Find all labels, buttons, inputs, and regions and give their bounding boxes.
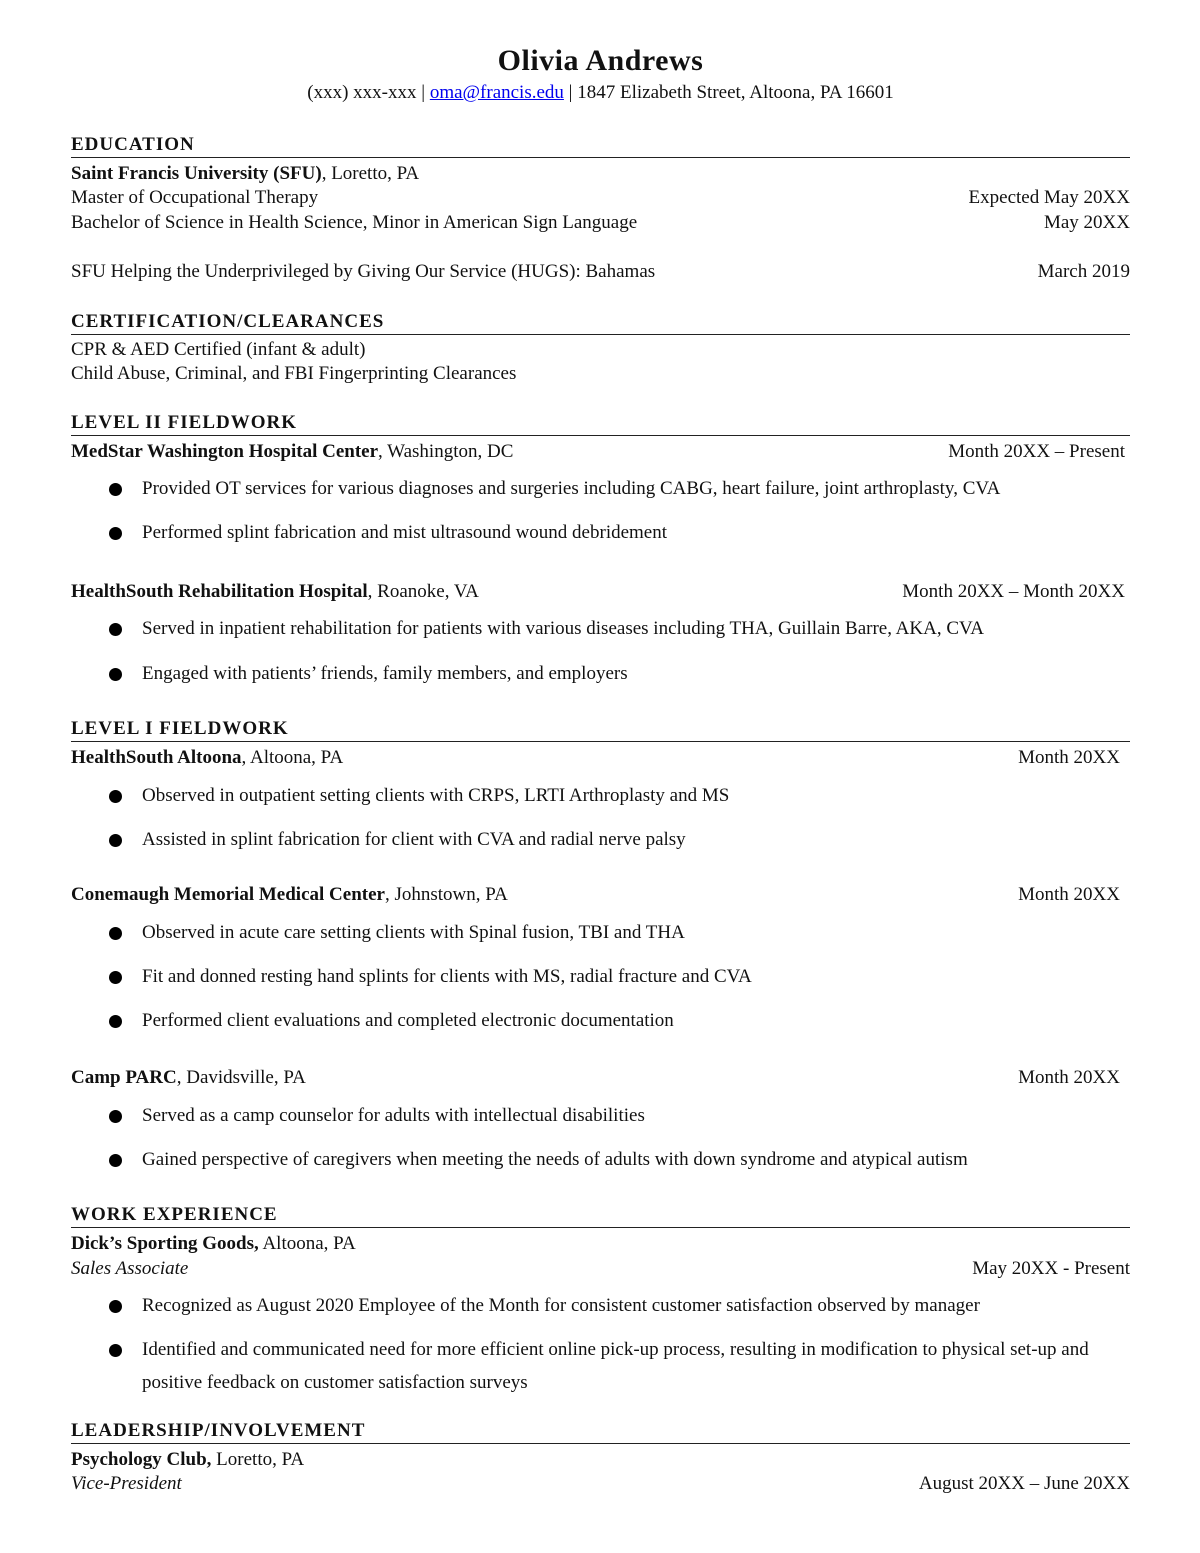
section-title: LEVEL I FIELDWORK <box>71 718 1130 742</box>
cert-item <box>71 362 1130 386</box>
email-link[interactable]: oma@francis.edu <box>429 82 564 103</box>
entry-date: Month 20XX – Month 20XX <box>902 581 1125 602</box>
bullet-text: Identified and communicated need for more efficient online pick-up process, resulting in modification to physical set-up and positive feedback on customer satisfaction surveys <box>142 1339 1089 1393</box>
cert-item <box>71 338 1130 362</box>
bullet-text: Recognized as August 2020 Employee of the Month for consistent customer satisfaction observed by manager <box>142 1295 980 1316</box>
degree: Master of Occupational Therapy <box>71 187 319 208</box>
org-location: , Davidsville, PA <box>176 1067 306 1088</box>
org-location: Loretto, PA <box>211 1449 305 1470</box>
leadership-section-header <box>71 1420 1130 1444</box>
entry-date: August 20XX – June 20XX <box>918 1473 1130 1494</box>
bullet-icon <box>109 834 122 847</box>
bullet-icon <box>109 1015 122 1028</box>
education-section-header <box>71 134 1130 158</box>
bullet-icon <box>109 790 122 803</box>
bullet-text: Provided OT services for various diagnoses and surgeries including CABG, heart failure, joint arthroplasty, CVA <box>142 478 1001 499</box>
trip: SFU Helping the Underprivileged by Giving Our Service (HUGS): Bahamas <box>71 261 656 282</box>
section-title: EDUCATION <box>71 134 1130 158</box>
separator: | <box>416 82 430 103</box>
entry-header <box>71 580 1130 604</box>
bullet-icon <box>109 527 122 540</box>
entry-date: Month 20XX <box>1018 1067 1120 1088</box>
org-location: , Altoona, PA <box>241 747 344 768</box>
entry-header <box>71 1066 1130 1090</box>
entry-header <box>71 440 1130 464</box>
phone: (xxx) xxx-xxx <box>307 82 417 103</box>
work-section-header <box>71 1204 1130 1228</box>
bullet-text: Served in inpatient rehabilitation for patients with various diseases including THA, Guillain Barre, AKA, CVA <box>142 618 985 639</box>
section-title: LEADERSHIP/INVOLVEMENT <box>71 1420 1130 1444</box>
org-location: , Washington, DC <box>378 441 514 462</box>
section-title: LEVEL II FIELDWORK <box>71 412 1130 436</box>
bullet-icon <box>109 483 122 496</box>
degree-row <box>71 186 1130 210</box>
bullet-icon <box>109 623 122 636</box>
trip-date: March 2019 <box>1037 261 1130 282</box>
bullet-icon <box>109 1154 122 1167</box>
bullet-icon <box>109 1344 122 1357</box>
bullet-text: Assisted in splint fabrication for client with CVA and radial nerve palsy <box>142 829 686 850</box>
bullet-text: Fit and donned resting hand splints for clients with MS, radial fracture and CVA <box>142 966 752 987</box>
cert-text: CPR & AED Certified (infant & adult) <box>71 339 366 360</box>
org-name: HealthSouth Altoona <box>71 747 242 768</box>
section-title: CERTIFICATION/CLEARANCES <box>71 311 1130 335</box>
section-title: WORK EXPERIENCE <box>71 1204 1130 1228</box>
entry-header <box>71 1448 1130 1472</box>
org-location: , Johnstown, PA <box>384 884 508 905</box>
bullet-icon <box>109 927 122 940</box>
org-location: Altoona, PA <box>258 1233 356 1254</box>
school-location: , Loretto, PA <box>321 163 420 184</box>
bullet-icon <box>109 971 122 984</box>
role-title: Vice-President <box>71 1473 182 1494</box>
bullet-text: Observed in outpatient setting clients with CRPS, LRTI Arthroplasty and MS <box>142 785 730 806</box>
bullet-text: Performed client evaluations and completed electronic documentation <box>142 1010 674 1031</box>
bullet-text: Gained perspective of caregivers when meeting the needs of adults with down syndrome and atypical autism <box>142 1149 968 1170</box>
org-location: , Roanoke, VA <box>367 581 479 602</box>
role-row <box>71 1472 1130 1496</box>
level1-section-header <box>71 718 1130 742</box>
bullet-icon <box>109 668 122 681</box>
org-name: Conemaugh Memorial Medical Center <box>71 884 385 905</box>
address: 1847 Elizabeth Street, Altoona, PA 16601 <box>577 82 894 103</box>
degree-date: Expected May 20XX <box>968 187 1130 208</box>
cert-text: Child Abuse, Criminal, and FBI Fingerprinting Clearances <box>71 363 517 384</box>
level2-section-header <box>71 412 1130 436</box>
education-school-row <box>71 162 1130 186</box>
contact-line <box>71 82 1130 104</box>
entry-date: Month 20XX <box>1018 884 1120 905</box>
certs-section-header <box>71 311 1130 335</box>
entry-header <box>71 746 1130 770</box>
entry-date: Month 20XX <box>1018 747 1120 768</box>
degree-row <box>71 211 1130 235</box>
role-row <box>71 1257 1130 1281</box>
trip-row <box>71 260 1130 284</box>
bullet-icon <box>109 1300 122 1313</box>
degree: Bachelor of Science in Health Science, Minor in American Sign Language <box>71 212 638 233</box>
bullet-text: Served as a camp counselor for adults with intellectual disabilities <box>142 1105 645 1126</box>
bullet-icon <box>109 1110 122 1123</box>
role-title: Sales Associate <box>71 1258 189 1279</box>
separator: | <box>563 82 578 103</box>
org-name: Dick’s Sporting Goods, <box>71 1233 259 1254</box>
org-name: HealthSouth Rehabilitation Hospital <box>71 581 368 602</box>
org-name: Psychology Club, <box>71 1449 212 1470</box>
applicant-name: Olivia Andrews <box>497 44 704 77</box>
degree-date: May 20XX <box>1043 212 1130 233</box>
bullet-text: Performed splint fabrication and mist ultrasound wound debridement <box>142 522 668 543</box>
org-name: MedStar Washington Hospital Center <box>71 441 379 462</box>
entry-header <box>71 1232 1130 1256</box>
entry-header <box>71 883 1130 907</box>
entry-date: May 20XX - Present <box>972 1258 1130 1279</box>
bullet-text: Observed in acute care setting clients with Spinal fusion, TBI and THA <box>142 922 685 943</box>
bullet-text: Engaged with patients’ friends, family members, and employers <box>142 663 628 684</box>
school-name: Saint Francis University (SFU) <box>71 163 322 184</box>
org-name: Camp PARC <box>71 1067 177 1088</box>
entry-date: Month 20XX – Present <box>948 441 1125 462</box>
